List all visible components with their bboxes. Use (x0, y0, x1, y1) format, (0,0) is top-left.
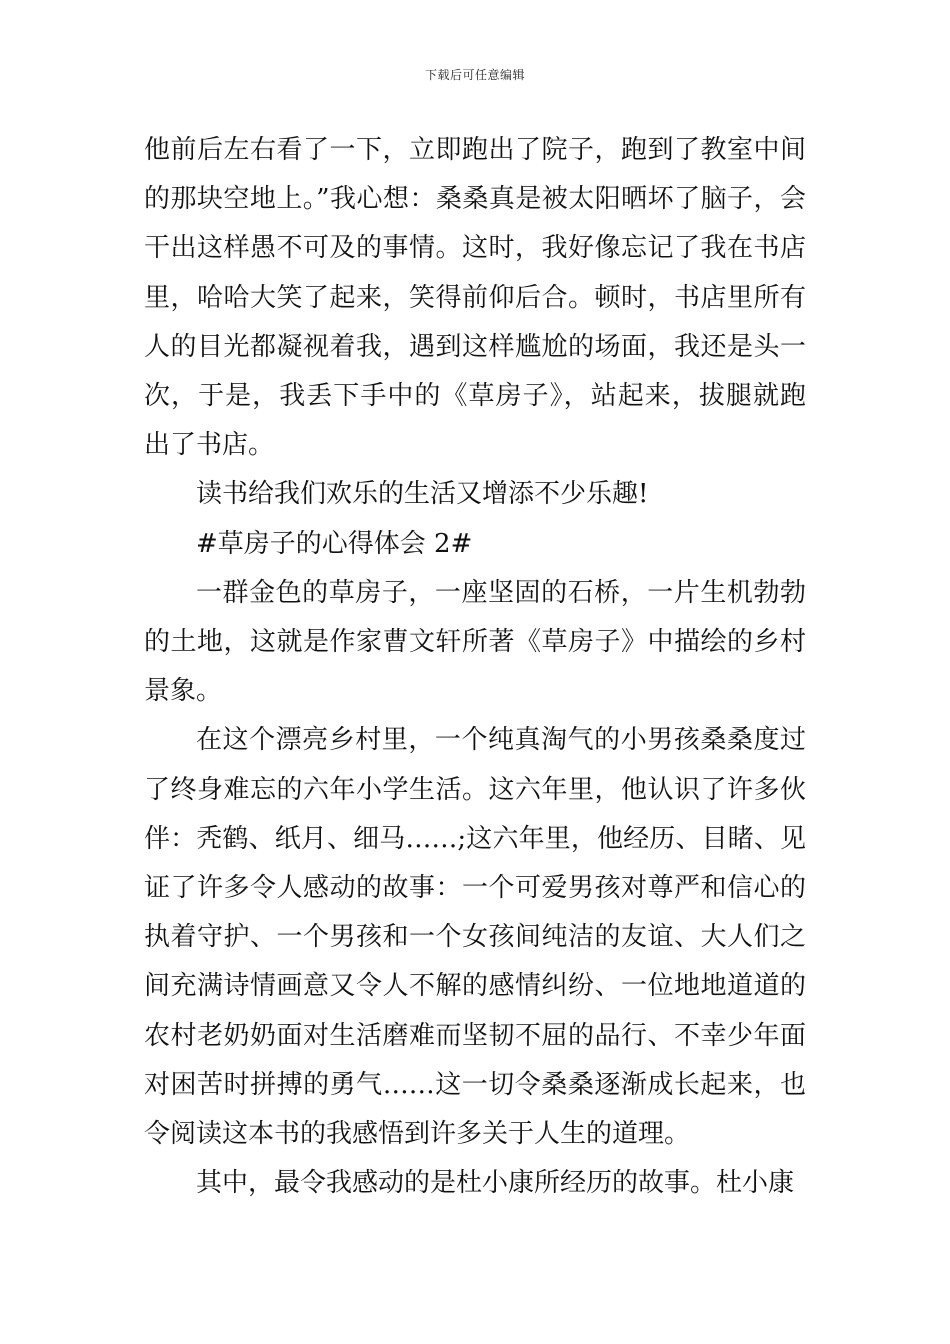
paragraph-continuation: 他前后左右看了一下，立即跑出了院子，跑到了教室中间的那块空地上。”我心想：桑桑真是被太阳晒坏了脑子，会干出这样愚不可及的事情。这时，我好像忘记了我在书店里，哈哈大笑了起来，笑得前仰后合。顿时，书店里所有人的目光都凝视着我，遇到这样尴尬的场面，我还是头一次，于是，我丢下手中的《草房子》，站起来，拔腿就跑出了书店。 (144, 135, 806, 461)
paragraph-sangsang-story: 在这个漂亮乡村里，一个纯真淘气的小男孩桑桑度过了终身难忘的六年小学生活。这六年里，他认识了许多伙伴：秃鹤、纸月、细马……;这六年里，他经历、目睹、见证了许多令人感动的故事：一个可爱男孩对尊严和信心的执着守护、一个男孩和一个女孩间纯洁的友谊、大人们之间充满诗情画意又令人不解的感情纠纷、一位地地道道的农村老奶奶面对生活磨难而坚韧不屈的品行、不幸少年面对困苦时拼搏的勇气……这一切令桑桑逐渐成长起来，也令阅读这本书的我感悟到许多关于人生的道理。 (144, 725, 806, 1150)
paragraph-reading-joy: 读书给我们欢乐的生活又增添不少乐趣! (196, 479, 649, 510)
paragraph-village-scene: 一群金色的草房子，一座坚固的石桥，一片生机勃勃的土地，这就是作家曹文轩所著《草房子》中描绘的乡村景象。 (144, 577, 806, 707)
paragraph-du-xiaokang: 其中，最令我感动的是杜小康所经历的故事。杜小康 (196, 1168, 795, 1199)
page-header: 下载后可任意编辑 (424, 68, 525, 82)
section-heading: #草房子的心得体会 2# (196, 528, 473, 559)
document-body (144, 126, 806, 1208)
